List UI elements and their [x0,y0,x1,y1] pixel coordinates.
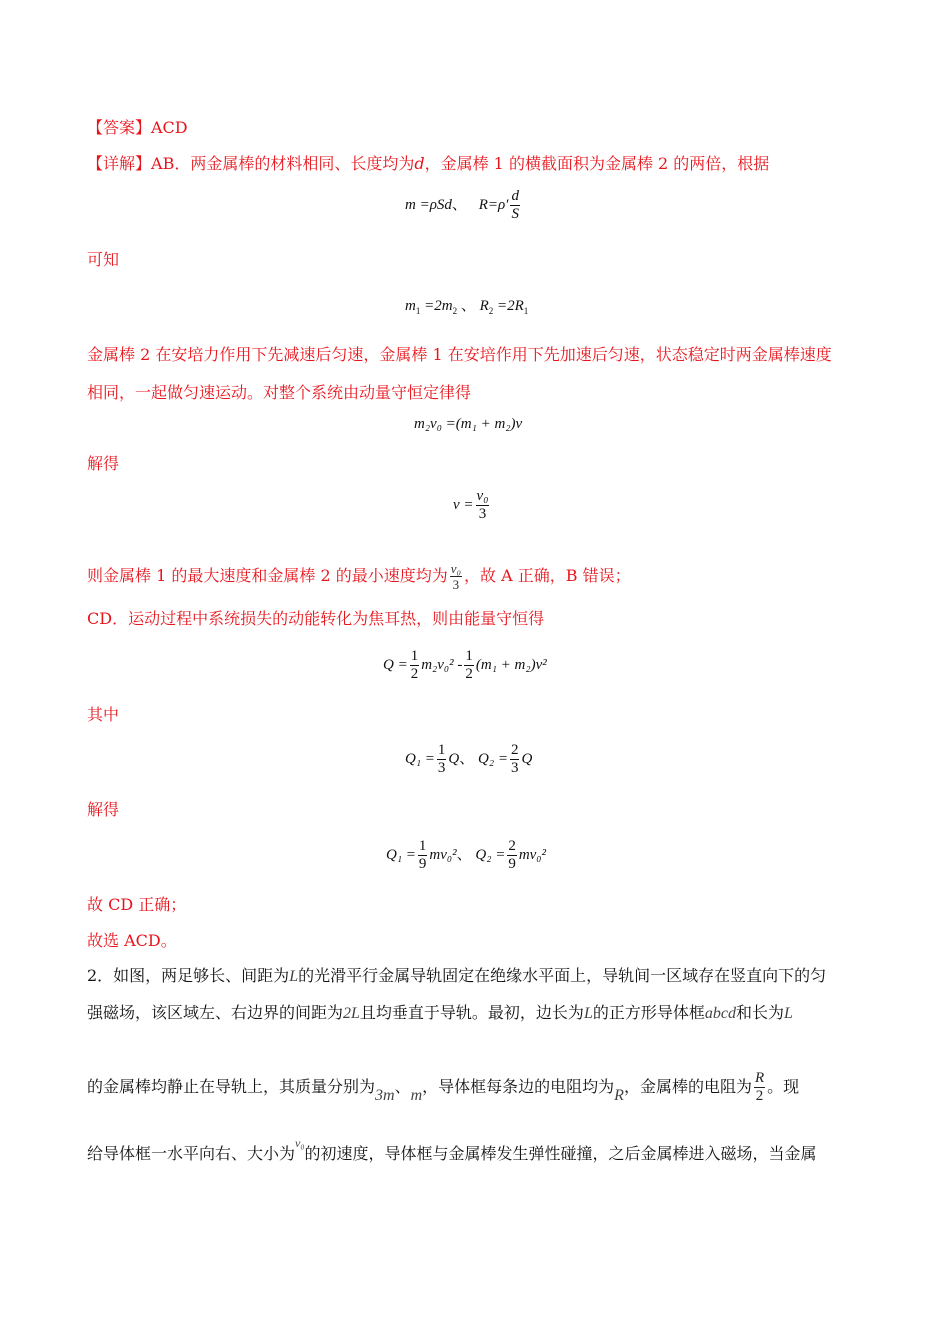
detail-tag: 【详解】 [87,154,152,173]
jiede-label-1: 解得 [87,454,120,473]
qizhong-label: 其中 [87,705,120,724]
kezhi-label: 可知 [87,250,120,269]
jiede-label-2: 解得 [87,800,120,819]
formula-energy: Q = $\frac{1}{2}$ m₂v₀² - $\frac{1}{2}$ (m₁ + m₂)v² [383,648,547,682]
formula-momentum: m₂v₀ =(m₁ + m₂)v [414,416,523,432]
detail-var-d: d [414,154,425,173]
formula-v-result: v = $\frac{\text{v₀}}{3}$ [453,488,489,522]
q2-line4: 给导体框一水平向右、大小为$^{v_0}$的初速度，导体框与金属棒发生弹性碰撞，之后金属棒进入磁场，当金属 [87,1136,817,1163]
detail-text-a: AB．两金属棒的材料相同、长度均为 [151,154,415,173]
formula-q-result: Q₁ = $\frac{1}{9}$ mv₀²、 Q₂ = $\frac{2}{9}$ mv₀² [386,838,547,872]
cd-correct-line: 故 CD 正确； [87,895,187,914]
para1-line1: 金属棒 2 在安培力作用下先减速后匀速，金属棒 1 在安培作用下先加速后匀速，状态稳定时两金属棒速度 [87,345,832,364]
fraction-d-over-S: $\frac{d}{S}$ [511,188,519,222]
choose-line: 故选 ACD。 [87,931,177,950]
fraction-v0-over-3: $\frac{\text{v₀}}{3}$ [476,488,489,522]
answer-line: 【答案】ACD [87,118,188,137]
formula-mass-resistance: m =ρSd、 R=ρ′ $\frac{d}{S}$ [405,188,519,222]
para1-line2: 相同，一起做匀速运动。对整个系统由动量守恒定律得 [87,383,472,402]
line-option-a: 则金属棒 1 的最大速度和金属棒 2 的最小速度均为 $\frac{\text{v₀}}{3}$ ，故 A 正确，B 错误； [87,561,631,592]
formula-m1-r2: $m_1 =2m_2$ 、 $R_2 =2R_1$ [405,298,529,316]
q2-line3: 的金属棒均静止在导轨上，其质量分别为3m、m，导体框每条边的电阻均为R，金属棒的电阻为 $\frac{R}{2}$ 。现 [87,1070,800,1104]
detail-line-1 [87,154,769,174]
q2-line1: 2．如图，两足够长、间距为L的光滑平行金属导轨固定在绝缘水平面上，导轨间一区域存在竖直向下的匀 [87,966,827,985]
cd-line: CD．运动过程中系统损失的动能转化为焦耳热，则由能量守恒得 [87,609,545,628]
formula-q1-q2: Q₁ = $\frac{1}{3}$ Q、 Q₂ = $\frac{2}{3}$ Q [405,742,533,776]
q2-line2: 强磁场，该区域左、右边界的间距为2L且均垂直于导轨。最初，边长为L的正方形导体框abcd和长为L [87,1003,793,1022]
detail-text-b: ，金属棒 1 的横截面积为金属棒 2 的两倍，根据 [424,154,770,173]
